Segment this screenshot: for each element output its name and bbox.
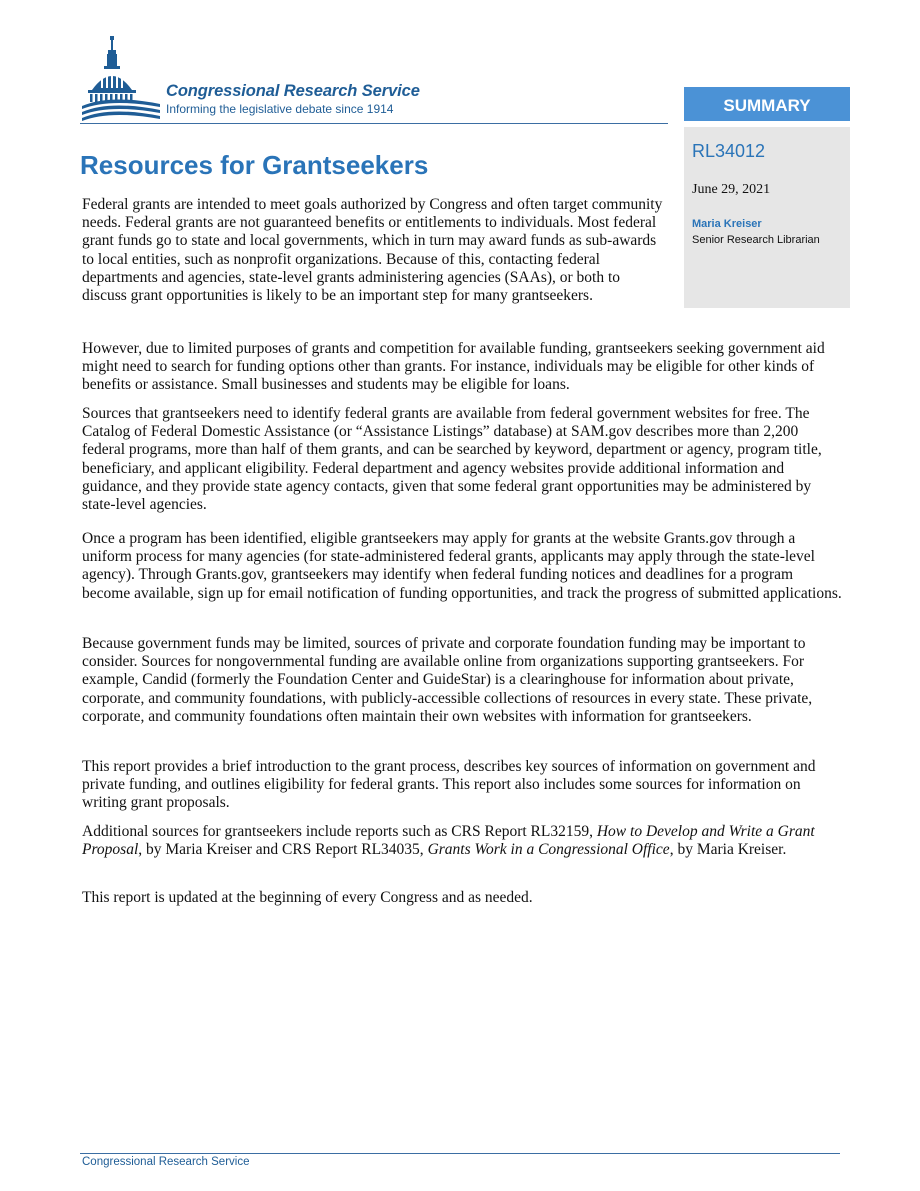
paragraph-1: Federal grants are intended to meet goals authorized by Congress and often target community needs. Federal grants are not guaranteed benefits or entitlements to individuals. Most federal grant funds go to state and local governments, which in turn may award funds as sub-awards to local entities, such as nonprofit organizations. Because of this, contacting federal departments and agencies, state-level grants administering agencies (SAAs), or both to discuss grant opportunities is likely to be an important step for many grantseekers. [82, 196, 663, 305]
author-title: Senior Research Librarian [692, 234, 820, 246]
paragraph-4: Once a program has been identified, eligible grantseekers may apply for grants at the website Grants.gov through a uniform process for many agencies (for state-administered federal grants, applicants may apply through the state-level agency). Through Grants.gov, grantseekers may identify when federal funding notices and deadlines for a program become available, sign up for email notification of funding opportunities, and track the progress of submitted applications. [82, 530, 842, 602]
report-date: June 29, 2021 [692, 182, 771, 197]
summary-tab: SUMMARY [684, 87, 850, 121]
report-number: RL34012 [692, 141, 766, 161]
crs-logo [80, 34, 480, 124]
paragraph-3: Sources that grantseekers need to identify federal grants are available from federal government websites for free. The Catalog of Federal Domestic Assistance (or “Assistance Listings” database) at SAM.gov describes more than 2,200 federal programs, more than half of them grants, and can be searched by keyword, department or agency, program title, beneficiary, and applicant eligibility. Federal department and agency websites provide additional information and guidance, and they provide state agency contacts, given that some federal grant opportunities may be administered by state-level agencies. [82, 405, 822, 514]
paragraph-7-text-2: , by Maria Kreiser and CRS Report RL34035, [138, 841, 428, 859]
paragraph-6: This report provides a brief introduction to the grant process, describes key sources of information on government and private funding, and outlines eligibility for federal grants. This report also includes some sources for information on writing grant proposals. [82, 758, 816, 812]
paragraph-7-text-1: Additional sources for grantseekers include reports such as CRS Report RL32159, [82, 823, 597, 840]
footer-org-name: Congressional Research Service [82, 1156, 250, 1168]
paragraph-7 [82, 823, 842, 859]
report-title-grants-work: Grants Work in a Congressional Office [427, 841, 670, 859]
paragraph-2: However, due to limited purposes of grants and competition for available funding, grantseekers seeking government aid might need to search for funding options other than grants. For instance, individuals may be eligible for other kinds of benefits or assistance. Small businesses and students may be eligible for loans. [82, 340, 825, 394]
report-title-grant-proposal: How to Develop and Write a Grant Proposal [82, 823, 815, 859]
paragraph-5: Because government funds may be limited, sources of private and corporate foundation funding may be important to consider. Sources for nongovernmental funding are available online from organizations supporting grantseekers. For example, Candid (formerly the Foundation Center and GuideStar) is a clearinghouse for information about private, corporate, and community foundations, with publicly-accessible collections of resources in every state. These private, corporate, and community foundations often maintain their own websites with information for grantseekers. [82, 635, 813, 725]
page-title: Resources for Grantseekers [80, 150, 429, 180]
footer-divider [80, 1153, 840, 1154]
org-tagline: Informing the legislative debate since 1914 [166, 102, 394, 116]
author-name: Maria Kreiser [692, 218, 762, 230]
capitol-dome-icon [80, 34, 164, 124]
org-name: Congressional Research Service [166, 82, 420, 100]
summary-sidebar [684, 127, 850, 308]
header-divider [80, 123, 668, 124]
paragraph-8: This report is updated at the beginning of every Congress and as needed. [82, 889, 533, 906]
paragraph-7-text-3: , by Maria Kreiser. [669, 841, 787, 859]
